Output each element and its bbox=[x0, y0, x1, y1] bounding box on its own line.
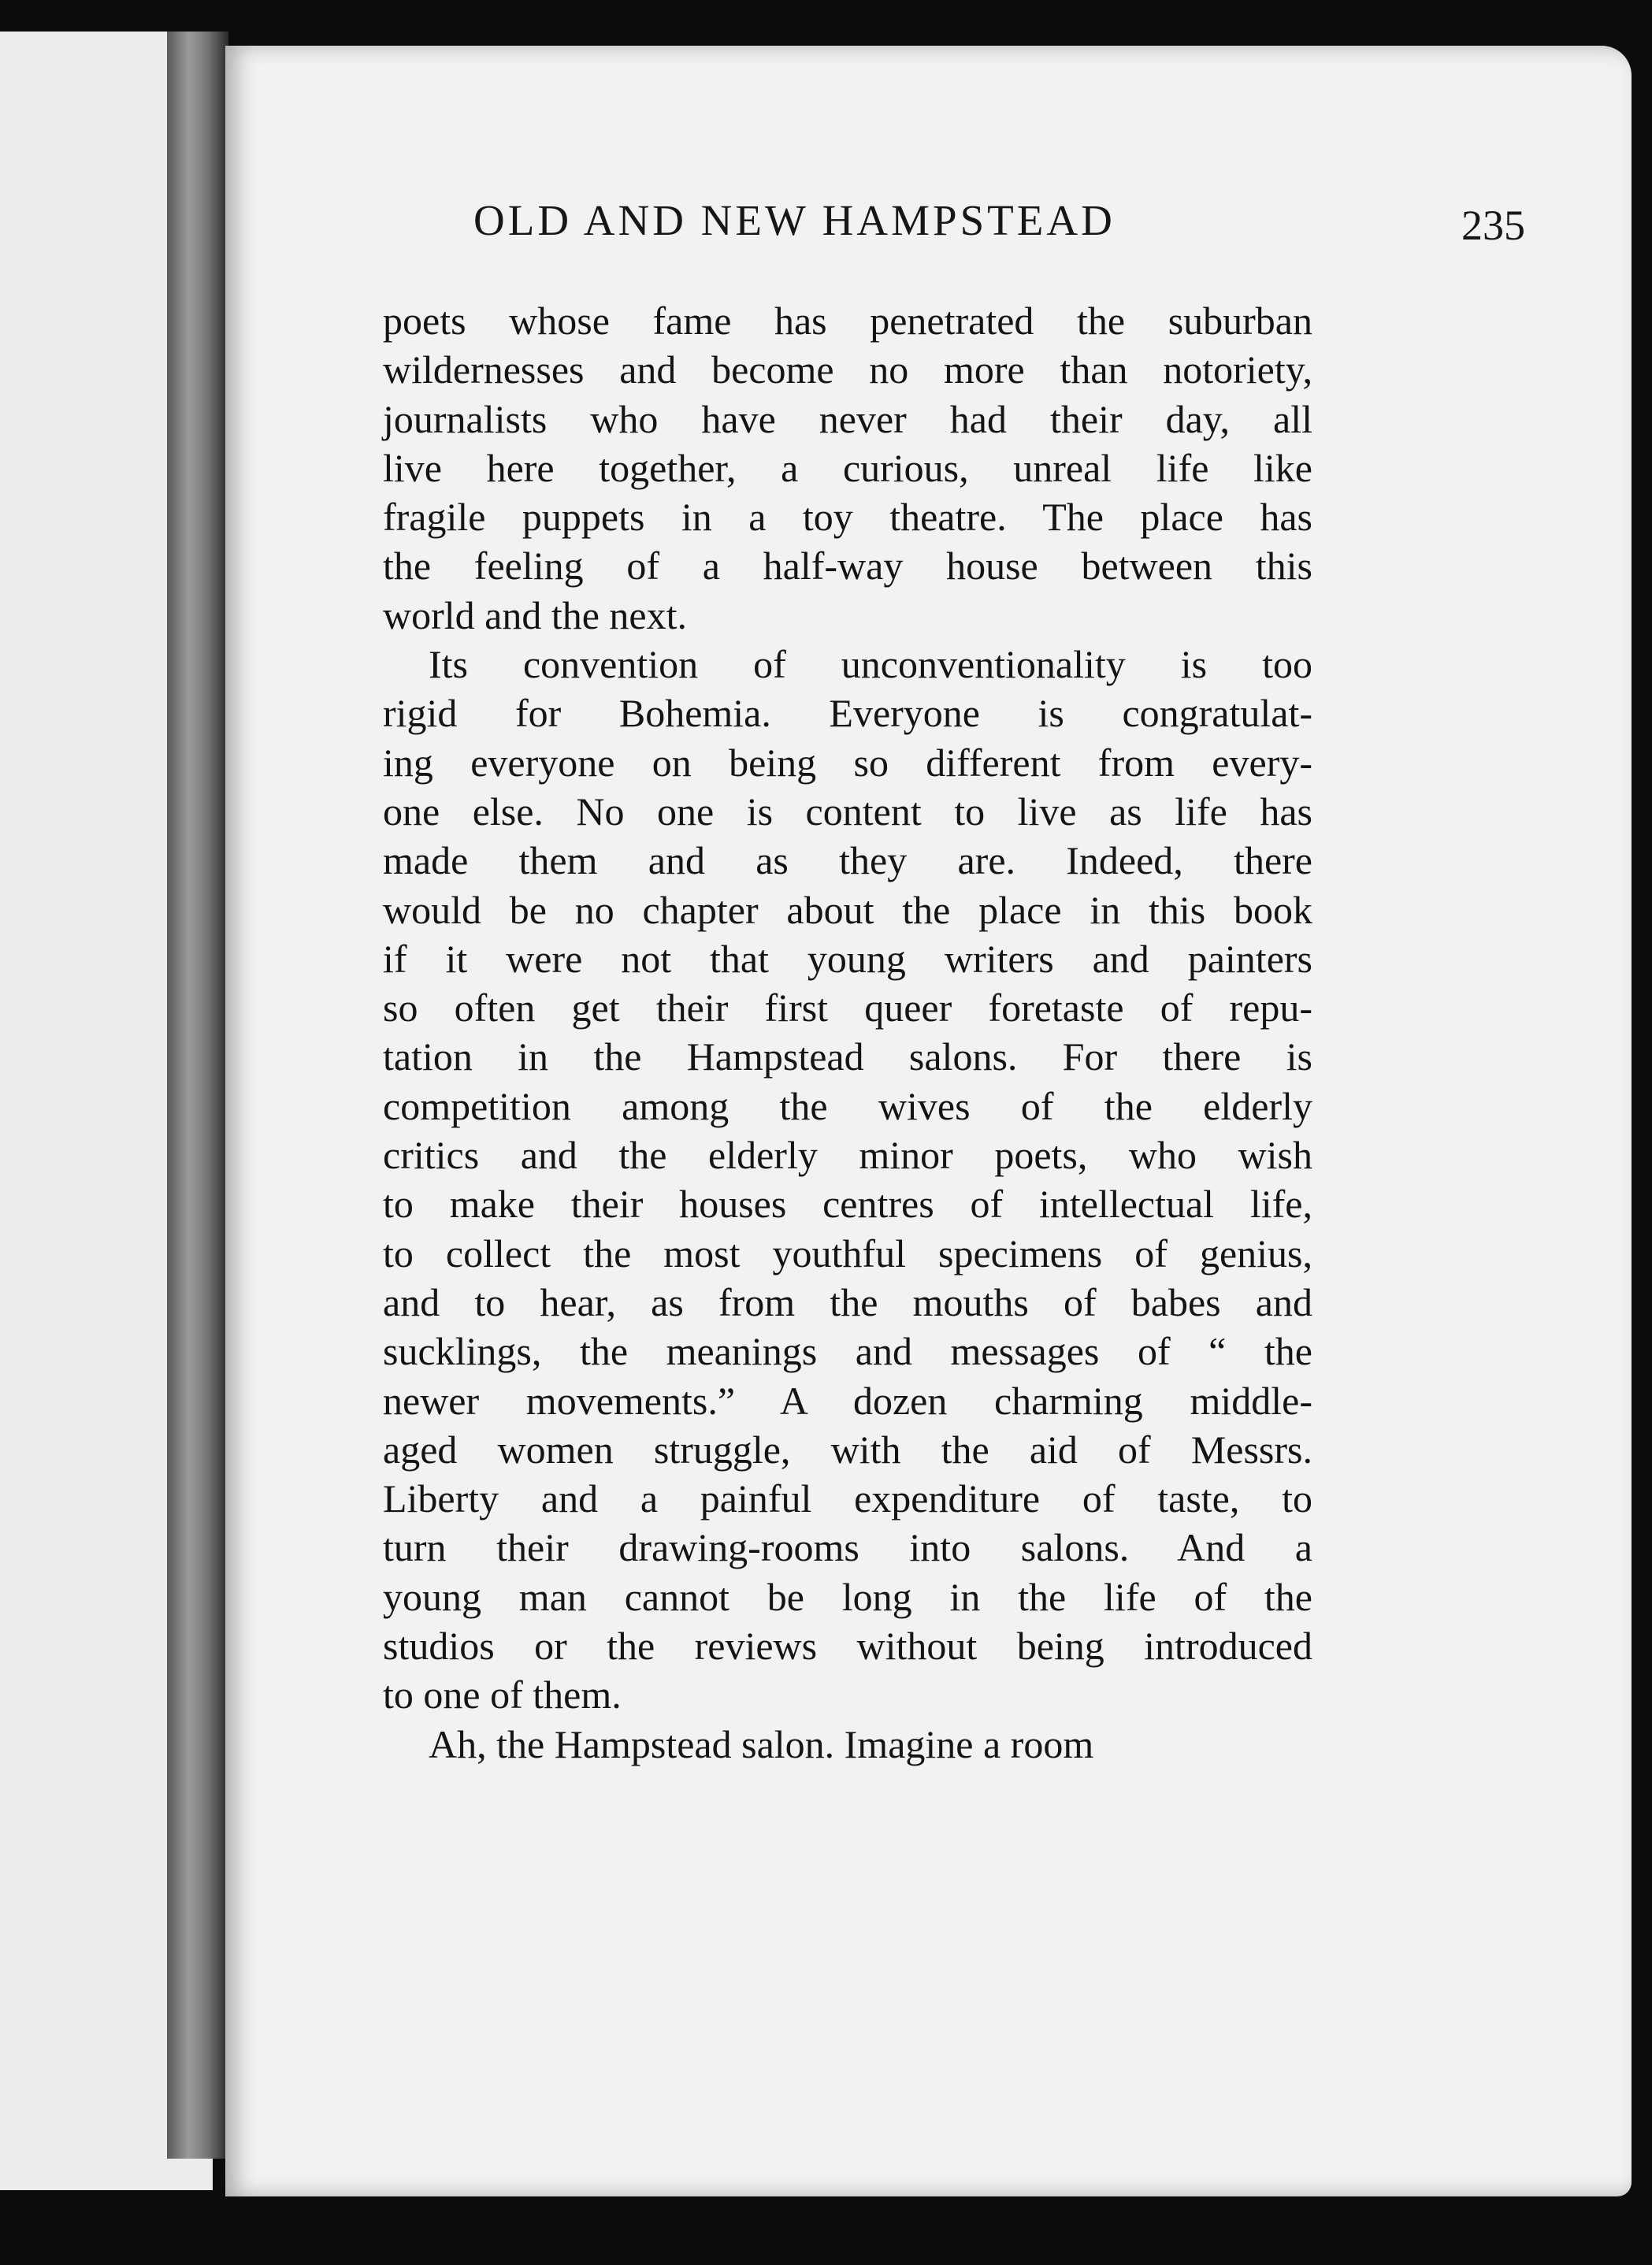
text-line: to one of them. bbox=[383, 1673, 622, 1717]
text-line: wildernesses and become no more than notoriety, bbox=[383, 347, 1312, 392]
running-title: OLD AND NEW HAMPSTEAD bbox=[473, 196, 1116, 244]
text-line: aged women struggle, with the aid of Messrs. bbox=[383, 1427, 1312, 1472]
text-line: made them and as they are. Indeed, there bbox=[383, 838, 1312, 883]
text-line: if it were not that young writers and painters bbox=[383, 936, 1312, 981]
text-line: rigid for Bohemia. Everyone is congratulat- bbox=[383, 691, 1312, 736]
text-line: studios or the reviews without being introduced bbox=[383, 1624, 1312, 1669]
text-line: critics and the elderly minor poets, who wish bbox=[383, 1133, 1312, 1178]
text-line: Its convention of unconventionality is too bbox=[429, 642, 1312, 687]
text-line: Liberty and a painful expenditure of taste, to bbox=[383, 1476, 1312, 1521]
text-line: to make their houses centres of intellectual life, bbox=[383, 1182, 1312, 1227]
text-line: Ah, the Hampstead salon. Imagine a room bbox=[429, 1721, 1094, 1766]
text-line: one else. No one is content to live as life has bbox=[383, 789, 1312, 834]
text-line: the feeling of a half-way house between this bbox=[383, 544, 1312, 589]
text-line: competition among the wives of the elderly bbox=[383, 1083, 1312, 1128]
text-line: turn their drawing-rooms into salons. And a bbox=[383, 1525, 1312, 1570]
text-line: poets whose fame has penetrated the suburban bbox=[383, 299, 1312, 343]
text-line: and to hear, as from the mouths of babes and bbox=[383, 1279, 1312, 1324]
text-line: so often get their first queer foretaste of repu- bbox=[383, 986, 1312, 1030]
text-line: tation in the Hampstead salons. For there is bbox=[383, 1034, 1312, 1079]
text-line: young man cannot be long in the life of the bbox=[383, 1574, 1312, 1619]
text-line: would be no chapter about the place in this book bbox=[383, 887, 1312, 932]
text-line: newer movements.” A dozen charming middle- bbox=[383, 1378, 1312, 1423]
running-head bbox=[473, 189, 1561, 252]
text-line: journalists who have never had their day, all bbox=[383, 396, 1312, 441]
text-line: sucklings, the meanings and messages of “ the bbox=[383, 1329, 1312, 1374]
text-line: world and the next. bbox=[383, 592, 688, 637]
text-line: ing everyone on being so different from every- bbox=[383, 740, 1312, 785]
body-text bbox=[383, 296, 1312, 1769]
right-page bbox=[225, 46, 1632, 2196]
page-number: 235 bbox=[1461, 202, 1525, 249]
text-line: live here together, a curious, unreal life like bbox=[383, 445, 1312, 490]
book-gutter bbox=[167, 32, 228, 2159]
text-line: to collect the most youthful specimens of genius, bbox=[383, 1231, 1312, 1275]
text-line: fragile puppets in a toy theatre. The place has bbox=[383, 495, 1312, 540]
